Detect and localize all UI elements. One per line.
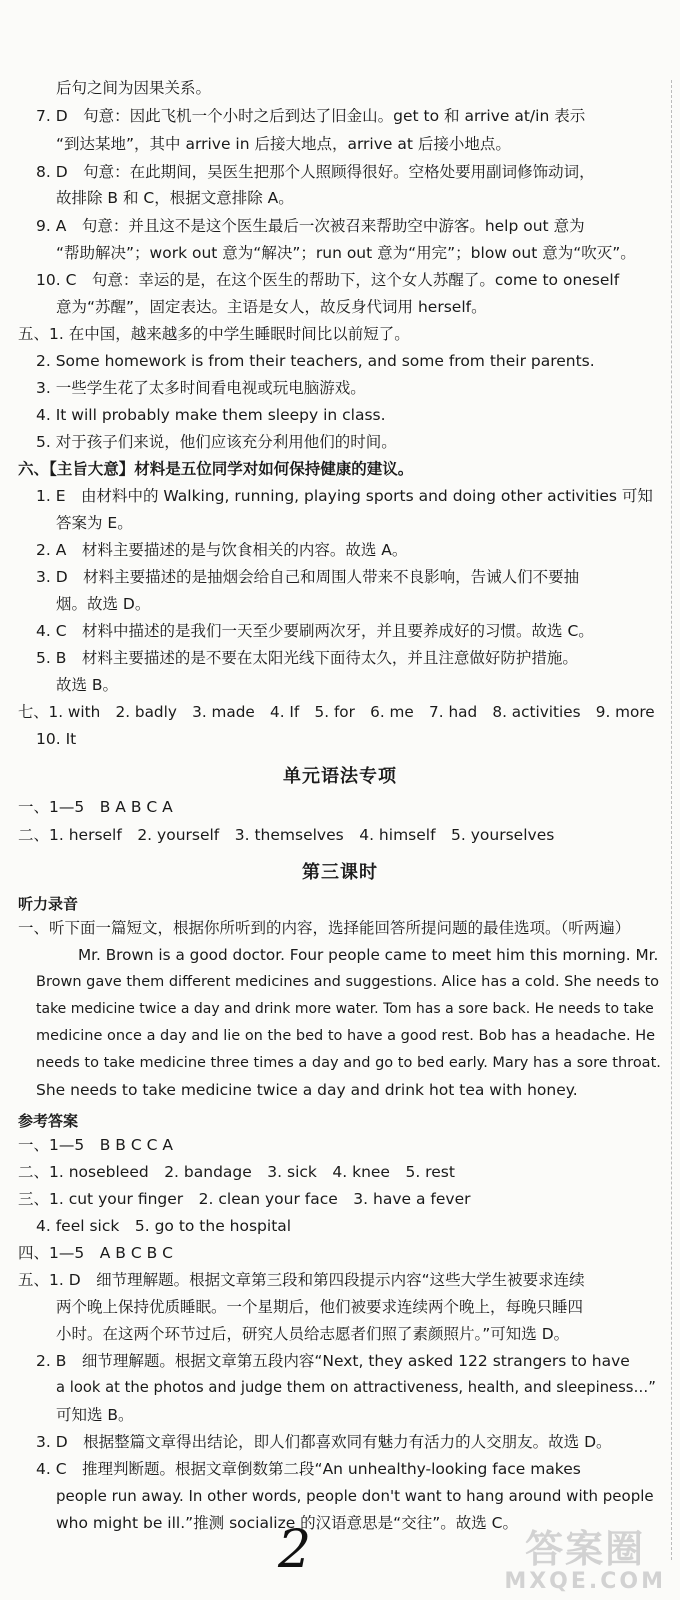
text-line: 五、1. D 细节理解题。根据文章第三段和第四段提示内容“这些大学生被要求连续 xyxy=(18,1271,585,1289)
text-line: 4. It will probably make them sleepy in class. xyxy=(36,406,386,424)
text-line: a look at the photos and judge them on attractiveness, health, and sleepiness…” xyxy=(56,1379,656,1396)
text-line: 一、1—5 B B C C A xyxy=(18,1136,173,1154)
text-line: 4. C 材料中描述的是我们一天至少要刷两次牙，并且要养成好的习惯。故选 C。 xyxy=(36,622,594,640)
text-line: “到达某地”，其中 arrive in 后接大地点，arrive at 后接小地点。 xyxy=(56,135,511,153)
text-line: 三、1. cut your finger 2. clean your face 3. have a fever xyxy=(18,1190,471,1208)
text-line: 4. feel sick 5. go to the hospital xyxy=(36,1217,292,1235)
text-line: 2. B 细节理解题。根据文章第五段内容“Next, they asked 122 strangers to have xyxy=(36,1352,630,1370)
transcript-line: Brown gave them different medicines and suggestions. Alice has a cold. She needs to xyxy=(36,974,660,990)
transcript-line: needs to take medicine three times a day and go to bed early. Mary has a sore throat. xyxy=(36,1055,661,1071)
text-line: 5. 对于孩子们来说，他们应该充分利用他们的时间。 xyxy=(36,433,397,451)
watermark-logo xyxy=(504,1528,666,1594)
text-line: 故排除 B 和 C，根据文意排除 A。 xyxy=(56,189,294,207)
page-number: 2 xyxy=(278,1520,312,1580)
transcript-line: She needs to take medicine twice a day and drink hot tea with honey. xyxy=(36,1081,578,1099)
text-line: 五、1. 在中国，越来越多的中学生睡眠时间比以前短了。 xyxy=(18,325,410,343)
transcript-line: medicine once a day and lie on the bed to have a good rest. Bob has a headache. He xyxy=(36,1028,656,1044)
text-line: 可知选 B。 xyxy=(56,1406,134,1424)
subsection-heading: 听力录音 xyxy=(18,895,79,913)
text-line: 2. Some homework is from their teachers, and some from their parents. xyxy=(36,352,595,370)
text-line: 10. C 句意：幸运的是，在这个医生的帮助下，这个女人苏醒了。come to oneself xyxy=(36,271,620,289)
subsection-heading: 参考答案 xyxy=(18,1112,79,1130)
text-line: 3. D 根据整篇文章得出结论，即人们都喜欢同有魅力有活力的人交朋友。故选 D。 xyxy=(36,1433,612,1451)
text-line: 意为“苏醒”，固定表达。主语是女人，故反身代词用 herself。 xyxy=(56,298,487,316)
text-line: 小时。在这两个环节过后，研究人员给志愿者们照了素颜照片。”可知选 D。 xyxy=(56,1325,570,1343)
text-line: 一、1—5 B A B C A xyxy=(18,798,173,816)
text-line: 5. B 材料主要描述的是不要在太阳光线下面待太久，并且注意做好防护措施。 xyxy=(36,649,578,667)
text-line: “帮助解决”；work out 意为“解决”；run out 意为“用完”；blow out 意为“吹灭”。 xyxy=(56,244,636,262)
text-line: 9. A 句意：并且这不是这个医生最后一次被召来帮助空中游客。help out 意为 xyxy=(36,217,585,235)
text-line: 七、1. with 2. badly 3. made 4. If 5. for 6. me 7. had 8. activities 9. more xyxy=(18,703,655,721)
text-line: 1. E 由材料中的 Walking, running, playing sports and doing other activities 可知 xyxy=(36,487,653,505)
transcript-line: Mr. Brown is a good doctor. Four people came to meet him this morning. Mr. xyxy=(78,946,659,964)
text-line: 二、1. nosebleed 2. bandage 3. sick 4. knee 5. rest xyxy=(18,1163,455,1181)
text-line: 7. D 句意：因此飞机一个小时之后到达了旧金山。get to 和 arrive at/in 表示 xyxy=(36,107,586,125)
text-line: 二、1. herself 2. yourself 3. themselves 4. himself 5. yourselves xyxy=(18,826,555,844)
text-line: 故选 B。 xyxy=(56,676,119,694)
main-idea-line: 六、【主旨大意】材料是五位同学对如何保持健康的建议。 xyxy=(18,460,414,478)
text-line: 3. 一些学生花了太多时间看电视或玩电脑游戏。 xyxy=(36,379,366,397)
text-line: 后句之间为因果关系。 xyxy=(56,79,212,97)
text-line: 两个晚上保持优质睡眠。一个星期后，他们被要求连续两个晚上，每晚只睡四 xyxy=(56,1298,584,1316)
margin-rule xyxy=(671,80,672,1560)
text-line: 4. C 推理判断题。根据文章倒数第二段“An unhealthy-looking face makes xyxy=(36,1460,581,1478)
watermark-cn: 答案圈 xyxy=(525,1527,646,1571)
text-line: 2. A 材料主要描述的是与饮食相关的内容。故选 A。 xyxy=(36,541,408,559)
text-line: 一、听下面一篇短文，根据你所听到的内容，选择能回答所提问题的最佳选项。（听两遍） xyxy=(18,919,631,937)
text-line: 答案为 E。 xyxy=(56,514,133,532)
section-title: 单元语法专项 xyxy=(283,766,397,787)
text-line: who might be ill.”推测 socialize 的汉语意思是“交往”。故选 C。 xyxy=(56,1514,518,1532)
text-line: 烟。故选 D。 xyxy=(56,595,151,613)
text-line: 10. It xyxy=(36,730,77,748)
section-title: 第三课时 xyxy=(302,862,378,883)
text-line: 四、1—5 A B C B C xyxy=(18,1244,173,1262)
watermark-en: MXQE.COM xyxy=(504,1569,666,1594)
text-line: 3. D 材料主要描述的是抽烟会给自己和周围人带来不良影响，告诫人们不要抽 xyxy=(36,568,580,586)
transcript-line: take medicine twice a day and drink more water. Tom has a sore back. He needs to take xyxy=(36,1001,654,1017)
text-line: 8. D 句意：在此期间，吴医生把那个人照顾得很好。空格处要用副词修饰动词， xyxy=(36,163,595,181)
text-line: people run away. In other words, people don't want to hang around with people xyxy=(56,1487,654,1505)
